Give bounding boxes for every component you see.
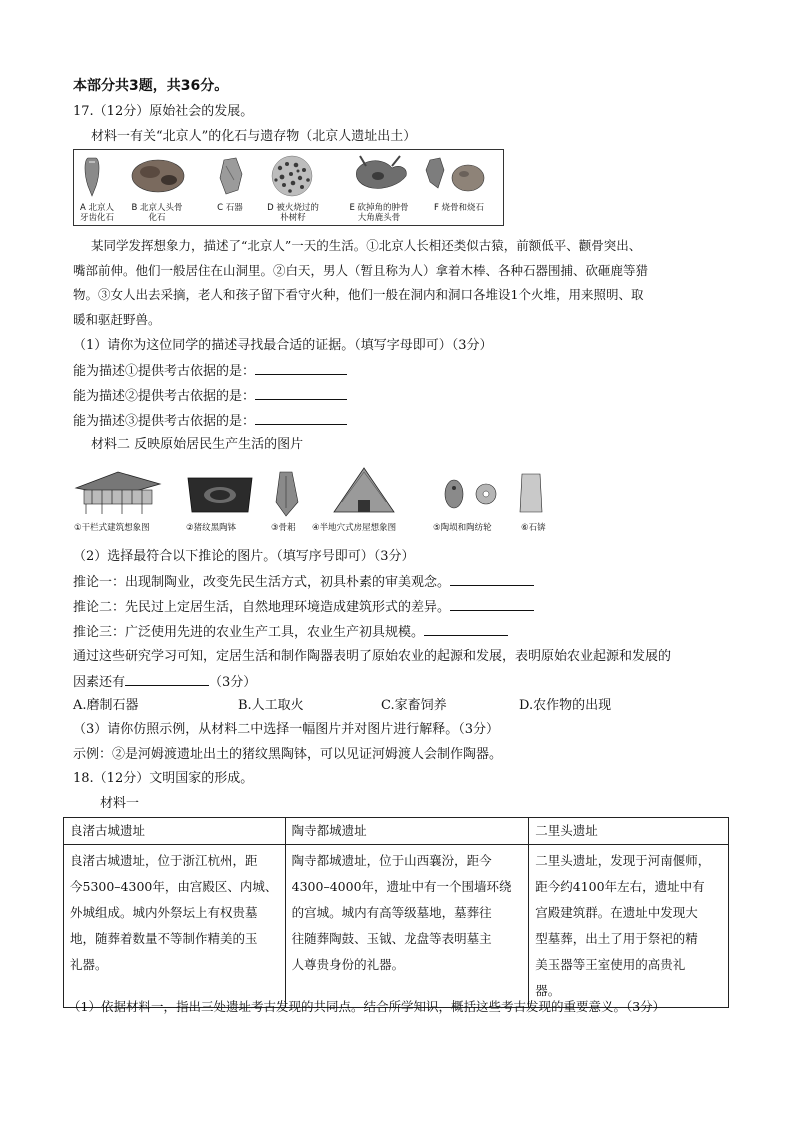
example-text: 示例：②是河姆渡遗址出土的猪纹黑陶钵，可以见证河姆渡人会制作陶器。 (73, 747, 503, 762)
inference-3: 推论三：广泛使用先进的农业生产工具，农业生产初具规模。 (73, 623, 508, 642)
conclusion-line-1: 通过这些研究学习可知，定居生活和制作陶器表明了原始农业的起源和发展，表明原始农业起源和发展的 (73, 649, 672, 664)
q17-part3-question: （3）请你仿照示例，从材料二中选择一幅图片并对图片进行解释。（3分） (73, 722, 500, 737)
tooth-fossil-image (85, 158, 99, 196)
caption-e: E 砍掉角的肿骨 大角鹿头骨 (349, 203, 409, 223)
inference-2: 推论二：先民过上定居生活，自然地理环境造成建筑形式的差异。 (73, 598, 534, 617)
primitive-life-illustrations (72, 462, 572, 520)
answer-blank[interactable] (450, 598, 534, 611)
fossil-figure (73, 149, 504, 226)
option-c: C.家畜饲养 (381, 698, 447, 713)
header-erlitou: 二里头遗址 (529, 818, 729, 845)
inference-1: 推论一：出现制陶业，改变先民生活方式，初具朴素的审美观念。 (73, 573, 534, 592)
conclusion-line-2: 因素还有 （3分） (73, 675, 257, 690)
stone-tool-image (220, 158, 242, 194)
answer-blank[interactable] (255, 387, 347, 400)
table-header-row (64, 818, 729, 845)
q18-part1-question: （1）依据材料一，指出三处遗址考古发现的共同点。结合所学知识，概括这些考古发现的重要意义。（3分） (68, 999, 666, 1014)
paragraph-line-4: 暖和驱赶野兽。 (73, 312, 161, 327)
skull-fossil-image (132, 160, 184, 192)
answer-blank[interactable] (255, 362, 347, 375)
paragraph-line-1: 某同学发挥想象力，描述了“北京人”一天的生活。①北京人长相还类似古猿，前额低平、颧骨突出、 (91, 238, 642, 253)
paragraph-line-3: 物。③女人出去采摘，老人和孩子留下看守火种，他们一般在洞内和洞口各堆设1个火堆，用来照明、取 (73, 287, 644, 302)
header-taosi: 陶寺都城遗址 (285, 818, 529, 845)
option-d: D.农作物的出现 (519, 698, 612, 713)
q17-part1-question: （1）请你为这位同学的描述寻找最合适的证据。（填写字母即可）（3分） (73, 338, 493, 353)
caption-a: A 北京人 牙齿化石 (79, 203, 115, 223)
black-pottery-bowl-image (188, 478, 252, 512)
fig2-caption-5: ⑤陶埙和陶纺轮 (433, 523, 492, 533)
fig2-caption-4: ④半地穴式房屋想象图 (312, 523, 397, 533)
section-header: 本部分共3题，共36分。 (73, 78, 229, 94)
stone-adze-image (520, 474, 542, 512)
caption-c: C 石器 (217, 203, 243, 213)
fig2-caption-2: ②猪纹黑陶钵 (186, 523, 237, 533)
answer-blank[interactable] (424, 623, 508, 636)
caption-b: B 北京人头骨 化石 (131, 203, 183, 223)
fig2-caption-1: ①干栏式建筑想象图 (74, 523, 150, 533)
caption-f: F 烧骨和烧石 (433, 203, 485, 213)
answer-blank[interactable] (125, 673, 209, 686)
fig2-caption-3: ③骨耜 (271, 523, 296, 533)
deer-skull-image (356, 156, 406, 188)
pottery-xun-spindle-image (445, 480, 496, 508)
evidence-line-3: 能为描述③提供考古依据的是： (73, 412, 347, 431)
stilt-house-image (76, 472, 160, 514)
option-b: B.人工取火 (238, 698, 304, 713)
answer-blank[interactable] (255, 412, 347, 425)
option-a: A.磨制石器 (73, 698, 139, 713)
evidence-line-1: 能为描述①提供考古依据的是： (73, 362, 347, 381)
bone-spade-image (276, 472, 298, 516)
semi-subterranean-house-image (334, 468, 394, 512)
burnt-bones-stones-image (426, 158, 484, 191)
q17-material1-title: 材料一有关“北京人”的化石与遗存物（北京人遗址出土） (91, 129, 417, 144)
cell-taosi: 陶寺都城遗址，位于山西襄汾，距今 4300–4000年，遗址中有一个围墙环绕 的宫城。城内有高等级墓地，墓葬往 往随葬陶鼓、玉钺、龙盘等表明墓主 人尊贵身份的礼器。 (285, 845, 529, 1008)
burnt-seeds-image (272, 156, 312, 196)
header-liangzhu: 良渚古城遗址 (64, 818, 286, 845)
answer-blank[interactable] (450, 573, 534, 586)
q17-material2-title: 材料二 反映原始居民生产生活的图片 (91, 437, 304, 452)
paragraph-line-2: 嘴部前伸。他们一般居住在山洞里。②白天，男人（暂且称为人）拿着木棒、各种石器围捕、砍砸鹿等猎 (73, 263, 649, 278)
sites-table (63, 817, 729, 1008)
cell-liangzhu: 良渚古城遗址，位于浙江杭州，距 今5300–4300年，由宫殿区、内城、 外城组成。城内外祭坛上有权贵墓 地，随葬着数量不等制作精美的玉 礼器。 (64, 845, 286, 1008)
q18-title: 18.（12分）文明国家的形成。 (73, 771, 254, 786)
evidence-line-2: 能为描述②提供考古依据的是： (73, 387, 347, 406)
fig2-caption-6: ⑥石锛 (521, 523, 546, 533)
caption-d: D 被火烧过的 朴树籽 (267, 203, 319, 223)
q17-title: 17.（12分）原始社会的发展。 (73, 104, 254, 119)
q18-material1-title: 材料一 (100, 796, 140, 811)
cell-erlitou: 二里头遗址，发现于河南偃师， 距今约4100年左右，遗址中有 宫殿建筑群。在遗址中发现大 型墓葬，出土了用于祭祀的精 美玉器等王室使用的高贵礼 器。 (529, 845, 729, 1008)
q17-part2-question: （2）选择最符合以下推论的图片。（填写序号即可）（3分） (73, 549, 415, 564)
table-row (64, 845, 729, 1008)
